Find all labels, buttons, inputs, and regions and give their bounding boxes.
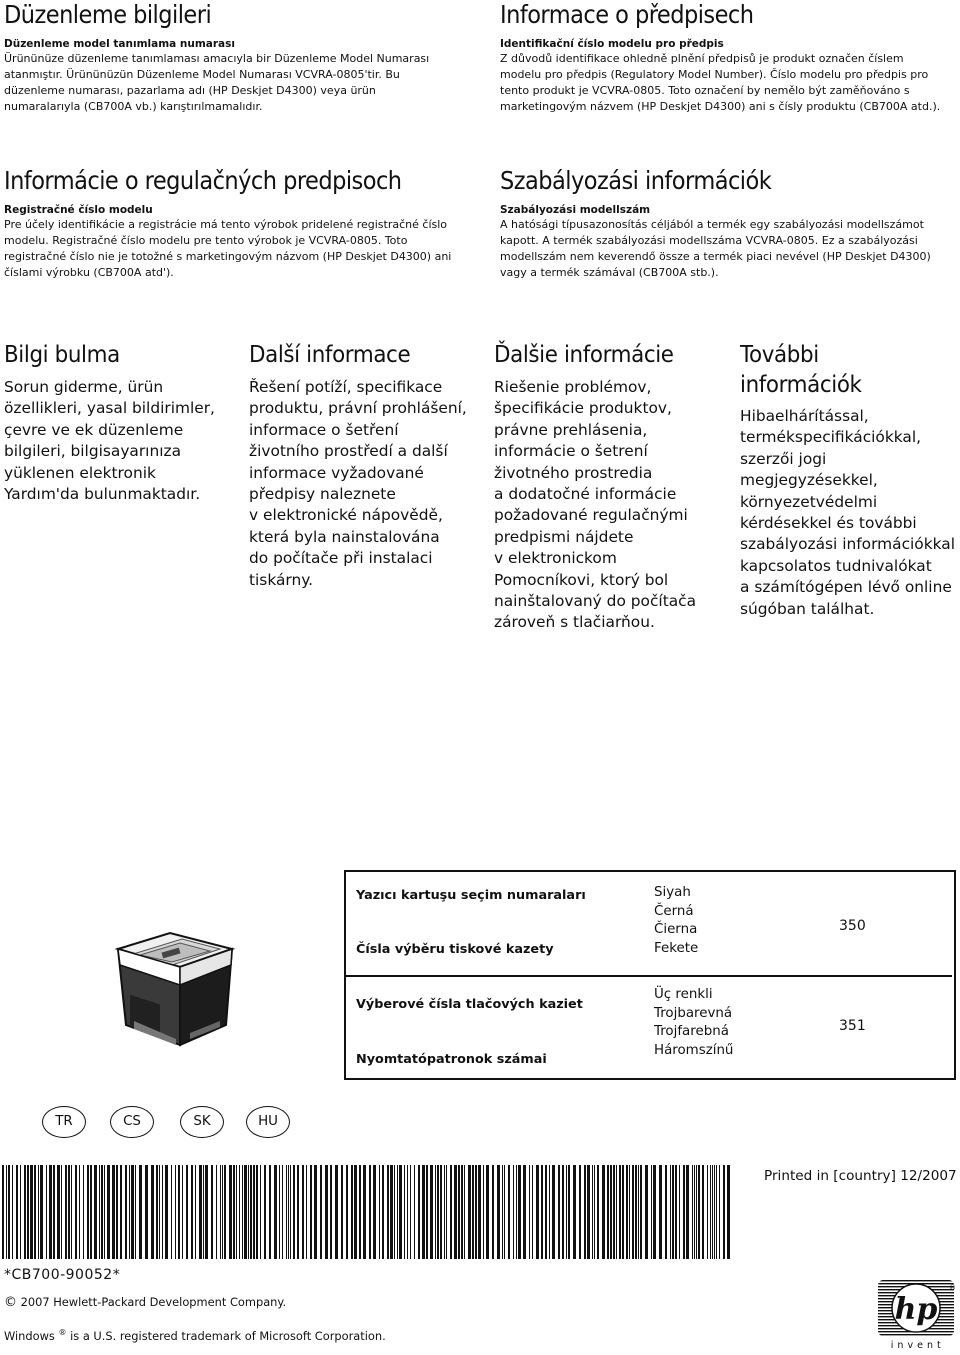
barcode-bar <box>635 1165 637 1259</box>
table-colors-cell: Siyah Černá Čierna Fekete <box>654 885 699 956</box>
table-label: Výberové čísla tlačových kaziet <box>356 997 583 1012</box>
barcode-bar <box>75 1165 77 1259</box>
barcode-bar <box>129 1165 130 1259</box>
barcode-bar <box>38 1165 39 1259</box>
barcode-bar <box>536 1165 539 1259</box>
barcode-bar <box>182 1165 183 1259</box>
barcode-bar <box>341 1165 343 1259</box>
barcode-bar <box>112 1165 115 1259</box>
registered-symbol: ® <box>58 1328 67 1337</box>
barcode-bar <box>622 1165 624 1259</box>
barcode-bar <box>464 1165 465 1259</box>
barcode-bar <box>566 1165 567 1259</box>
barcode-bar <box>707 1165 708 1259</box>
barcode-bar <box>698 1165 700 1259</box>
barcode-bar <box>220 1165 221 1259</box>
barcode-bar <box>369 1165 371 1259</box>
barcode-bar <box>178 1165 180 1259</box>
barcode-bar <box>16 1165 18 1259</box>
barcode-bar <box>692 1165 693 1259</box>
barcode-bar <box>216 1165 217 1259</box>
barcode-bar <box>712 1165 713 1259</box>
barcode-bar <box>440 1165 442 1259</box>
section-title: Informace o předpisech <box>500 0 754 29</box>
barcode-bar <box>151 1165 154 1259</box>
barcode-bar <box>716 1165 717 1259</box>
barcode-bar <box>53 1165 55 1259</box>
barcode-bar <box>430 1165 433 1259</box>
info-column-title: Další informace <box>249 342 411 368</box>
barcode-bar <box>306 1165 307 1259</box>
barcode-bar <box>541 1165 543 1259</box>
barcode-bar <box>120 1165 122 1259</box>
barcode-bar <box>529 1165 530 1259</box>
barcode-bar <box>242 1165 243 1259</box>
info-column-title: Ďalšie informácie <box>494 342 674 368</box>
info-column-cs <box>249 340 485 591</box>
section-tr <box>4 0 460 115</box>
barcode-bar <box>40 1165 43 1259</box>
barcode-bar <box>222 1165 223 1259</box>
barcode-bar <box>672 1165 674 1259</box>
barcode-bar <box>532 1165 533 1259</box>
barcode-bar <box>659 1165 662 1259</box>
barcode-bar <box>310 1165 312 1259</box>
barcode-bar <box>450 1165 452 1259</box>
barcode-bar <box>139 1165 142 1259</box>
barcode-bar <box>156 1165 158 1259</box>
barcode-bar <box>610 1165 612 1259</box>
section-body: Ürününüze düzenleme tanımlaması amacıyla bir Düzenleme Model Numarası atanmıştır. Ürününüzün Düzenleme Model Numarası VCVRA-0805'tir. Bu düzenleme numarası, pazarlama adı (HP Deskjet D4300) veya ürün numaralarıyla (CB700A vb.) karıştırılmamalıdır. <box>4 52 430 113</box>
barcode-bar <box>602 1165 605 1259</box>
barcode-bar <box>523 1165 526 1259</box>
barcode-bar <box>116 1165 118 1259</box>
barcode-bar <box>694 1165 695 1259</box>
barcode-bar <box>727 1165 730 1259</box>
barcode-bar <box>99 1165 100 1259</box>
cartridge-number: 350 <box>839 918 866 934</box>
section-body: Pre účely identifikácie a registrácie má tento výrobok pridelené registračné číslo modelu. Registračné číslo modelu pre tento výrobok je VCVRA-0805. Toto registračné číslo nie je totožné s marketingovým názvom (HP Deskjet D4300) ani číslami výrobku (CB700A atd'). <box>4 218 452 279</box>
barcode-bar <box>478 1165 481 1259</box>
barcode-bar <box>638 1165 639 1259</box>
barcode-bar <box>165 1165 168 1259</box>
barcode-bar <box>71 1165 72 1259</box>
section-title: Düzenleme bilgileri <box>4 0 212 29</box>
barcode-bar <box>191 1165 193 1259</box>
barcode-bar <box>513 1165 514 1259</box>
barcode-bar <box>670 1165 671 1259</box>
barcode-bar <box>211 1165 213 1259</box>
table-label: Yazıcı kartuşu seçim numaraları <box>356 888 586 903</box>
barcode-bar <box>486 1165 489 1259</box>
barcode-bar <box>414 1165 415 1259</box>
barcode-bar <box>279 1165 280 1259</box>
barcode-bar <box>135 1165 136 1259</box>
barcode-bar <box>592 1165 593 1259</box>
barcode-bar <box>579 1165 581 1259</box>
barcode-text: *CB700-90052* <box>4 1267 121 1283</box>
info-column-title: Bilgi bulma <box>4 342 120 368</box>
info-column-body: Hibaelhárítással, termékspecifikációkkal, szerzői jogi megjegyzésekkel, környezetvédelmi kérdésekkel és további szabályozási információkkal kapcsolatos tudnivalókat a számítógépen lévő online súgóban találhat. <box>740 407 955 618</box>
barcode-bar <box>686 1165 689 1259</box>
barcode-bar <box>387 1165 389 1259</box>
barcode-bar <box>302 1165 304 1259</box>
barcode-bar <box>587 1165 590 1259</box>
barcode-bar <box>632 1165 634 1259</box>
barcode-bar <box>125 1165 127 1259</box>
barcode-bar <box>619 1165 621 1259</box>
barcode-bar <box>27 1165 29 1259</box>
barcode-bar <box>645 1165 648 1259</box>
barcode-bar <box>483 1165 484 1259</box>
barcode-bar <box>404 1165 405 1259</box>
barcode-bar <box>683 1165 685 1259</box>
barcode-bar <box>702 1165 704 1259</box>
barcode-bar <box>446 1165 447 1259</box>
info-column-body: Riešenie problémov, špecifikácie produktov, právne prehlásenia, informácie o šetrení životného prostredia a dodatočné informácie požadované regulačnými predpismi nájdete v elektronickom Pomocníkovi, ktorý bol nainštalovaný do počítača zároveň s tlačiarňou. <box>494 378 697 632</box>
barcode-bar <box>253 1165 255 1259</box>
barcode-bar <box>145 1165 148 1259</box>
barcode-bar <box>34 1165 36 1259</box>
barcode-bar <box>297 1165 299 1259</box>
barcode-bar <box>87 1165 89 1259</box>
barcode-bar <box>171 1165 172 1259</box>
barcode-bar <box>330 1165 332 1259</box>
copyright-symbol: © <box>4 1295 17 1310</box>
barcode-bar <box>269 1165 271 1259</box>
barcode-bar <box>516 1165 517 1259</box>
barcode-bar <box>675 1165 677 1259</box>
barcode-bar <box>286 1165 287 1259</box>
barcode-bar <box>426 1165 428 1259</box>
barcode-bar <box>504 1165 505 1259</box>
barcode-bar <box>30 1165 33 1259</box>
barcode-bar <box>545 1165 547 1259</box>
barcode-bar <box>653 1165 656 1259</box>
barcode-bar <box>607 1165 609 1259</box>
barcode-bar <box>508 1165 510 1259</box>
printed-in: Printed in [country] 12/2007 <box>764 1168 957 1184</box>
barcode-bar <box>282 1165 283 1259</box>
barcode-bar <box>186 1165 188 1259</box>
barcode-bar <box>679 1165 680 1259</box>
table-label: Čísla výběru tiskové kazety <box>356 942 554 957</box>
barcode-bar <box>568 1165 570 1259</box>
barcode-bar <box>558 1165 560 1259</box>
info-column-body: Řešení potíží, specifikace produktu, právní prohlášení, informace o šetření životního prostředí a další informace vyžadované předpisy naleznete v elektronické nápovědě, která byla nainstalována do počítače při instalaci tiskárny. <box>249 378 467 589</box>
section-subtitle: Identifikační číslo modelu pro předpis <box>500 38 724 50</box>
barcode-bar <box>363 1165 366 1259</box>
barcode-bar <box>437 1165 439 1259</box>
table-divider <box>346 975 952 977</box>
barcode-bar <box>12 1165 13 1259</box>
barcode-bar <box>250 1165 252 1259</box>
barcode-bar <box>79 1165 80 1259</box>
barcode-bar <box>199 1165 202 1259</box>
barcode-bar <box>626 1165 628 1259</box>
language-badge-cs: CS <box>110 1106 154 1138</box>
barcode-bar <box>696 1165 697 1259</box>
section-sk <box>4 166 460 281</box>
barcode-bar <box>613 1165 615 1259</box>
barcode-bar <box>710 1165 711 1259</box>
barcode-bar <box>573 1165 576 1259</box>
barcode-bar <box>379 1165 380 1259</box>
barcode-bar <box>584 1165 586 1259</box>
language-badge-hu: HU <box>246 1106 290 1138</box>
barcode-bar <box>239 1165 240 1259</box>
section-hu <box>500 166 952 281</box>
barcode-bar <box>351 1165 353 1259</box>
print-cartridge-image <box>100 893 250 1053</box>
barcode-bar <box>229 1165 232 1259</box>
barcode-bar <box>131 1165 134 1259</box>
section-body: A hatósági típusazonosítás céljából a termék egy szabályozási modellszámot kapott. A termék szabályozási modellszáma VCVRA-0805. Ez a szabályozási modellszám nem keverendő össze a termék piaci nevével (HP Deskjet D4300) vagy a termék számával (CB700A stb.). <box>500 218 931 279</box>
barcode-bar <box>107 1165 110 1259</box>
barcode-bar <box>244 1165 247 1259</box>
copyright-line <box>4 1295 286 1310</box>
barcode-bar <box>518 1165 521 1259</box>
barcode-bar <box>314 1165 317 1259</box>
barcode-bar <box>90 1165 92 1259</box>
barcode-bar <box>159 1165 160 1259</box>
barcode-bar <box>422 1165 425 1259</box>
barcode-bar <box>549 1165 550 1259</box>
info-column-tr <box>4 340 236 505</box>
hp-tagline: i n v e n t <box>890 1340 942 1351</box>
barcode-bar <box>714 1165 715 1259</box>
trademark-windows: Windows <box>4 1328 55 1343</box>
section-body: Z důvodů identifikace ohledně plnění předpisů je produkt označen číslem modelu pro předpis (Regulatory Model Number). Číslo modelu pro předpis pro tento produkt je VCVRA-0805. Toto označení by nemělo být zaměňováno s marketingovým názvem (HP Deskjet D4300) ani s čísly produktu (CB700A atd.). <box>500 52 941 113</box>
section-subtitle: Düzenleme model tanımlama numarası <box>4 38 235 50</box>
barcode-bar <box>162 1165 163 1259</box>
barcode-bar <box>492 1165 494 1259</box>
barcode-bar <box>346 1165 348 1259</box>
barcode-bar <box>461 1165 463 1259</box>
barcode-bar <box>407 1165 408 1259</box>
barcode-bar <box>94 1165 97 1259</box>
barcode-bar <box>248 1165 249 1259</box>
section-cs <box>500 0 952 115</box>
barcode-bar <box>24 1165 26 1259</box>
barcode-bar <box>390 1165 393 1259</box>
hp-logo-text: hp <box>894 1292 938 1327</box>
barcode-bar <box>175 1165 176 1259</box>
barcode-bar <box>290 1165 291 1259</box>
barcode-bar <box>594 1165 595 1259</box>
table-colors-cell: Üç renkli Trojbarevná Trojfarebná Háromszínű <box>654 987 734 1058</box>
barcode-bar <box>552 1165 555 1259</box>
barcode-bar <box>233 1165 235 1259</box>
barcode-bar <box>719 1165 720 1259</box>
barcode-bar <box>2 1165 4 1259</box>
barcode-bar <box>8 1165 10 1259</box>
barcode-bar <box>6 1165 7 1259</box>
barcode-bar <box>723 1165 725 1259</box>
trademark-text: is a U.S. registered trademark of Microsoft Corporation. <box>70 1328 386 1343</box>
barcode-bar <box>335 1165 338 1259</box>
barcode-bar <box>264 1165 266 1259</box>
barcode-bar <box>665 1165 667 1259</box>
barcode-bar <box>68 1165 70 1259</box>
barcode-bar <box>562 1165 564 1259</box>
cartridge-number: 351 <box>839 1018 866 1034</box>
barcode-bar <box>359 1165 361 1259</box>
barcode-bar <box>61 1165 62 1259</box>
barcode-bar <box>475 1165 477 1259</box>
barcode-bar <box>195 1165 196 1259</box>
barcode-bar <box>629 1165 630 1259</box>
barcode-bar <box>46 1165 47 1259</box>
barcode-bar <box>203 1165 204 1259</box>
barcode-bar <box>394 1165 395 1259</box>
logo-registered-mark: ® <box>949 1284 956 1292</box>
barcode-bar <box>354 1165 357 1259</box>
barcode-bar <box>410 1165 411 1259</box>
trademark-line <box>4 1326 386 1343</box>
barcode-bar <box>397 1165 398 1259</box>
barcode-bar <box>597 1165 599 1259</box>
barcode-bar <box>320 1165 322 1259</box>
barcode-bar <box>83 1165 84 1259</box>
barcode-bar <box>293 1165 295 1259</box>
barcode-bar <box>458 1165 460 1259</box>
section-subtitle: Szabályozási modellszám <box>500 204 651 216</box>
barcode-bar <box>651 1165 652 1259</box>
barcode-bar <box>20 1165 21 1259</box>
barcode-bar <box>104 1165 105 1259</box>
barcode-bar <box>65 1165 67 1259</box>
barcode-bar <box>224 1165 226 1259</box>
barcode-bar <box>373 1165 376 1259</box>
barcode-bar <box>468 1165 471 1259</box>
info-column-body: Sorun giderme, ürün özellikleri, yasal bildirimler, çevre ve ek düzenleme bilgileri, bilgisayarınıza yüklenen elektronik Yardım'da bulunmaktadır. <box>4 378 215 504</box>
barcode-bar <box>101 1165 103 1259</box>
barcode-bar <box>256 1165 258 1259</box>
barcode-bar <box>497 1165 500 1259</box>
barcode-bar <box>260 1165 261 1259</box>
barcode-bar <box>444 1165 445 1259</box>
barcode-bar <box>454 1165 457 1259</box>
section-title: Szabályozási információk <box>500 166 772 195</box>
barcode-bar <box>274 1165 277 1259</box>
barcode-bar <box>57 1165 60 1259</box>
barcode-bar <box>288 1165 289 1259</box>
barcode-bar <box>640 1165 642 1259</box>
barcode-bar <box>205 1165 208 1259</box>
barcode-bar <box>382 1165 384 1259</box>
barcode-bar <box>399 1165 402 1259</box>
info-column-sk <box>494 340 730 634</box>
barcode-bar <box>472 1165 474 1259</box>
barcode-bar <box>435 1165 436 1259</box>
language-badge-sk: SK <box>180 1106 224 1138</box>
barcode-bar <box>616 1165 617 1259</box>
barcode-bar <box>325 1165 328 1259</box>
barcode-bar <box>236 1165 237 1259</box>
barcode-bar <box>502 1165 503 1259</box>
table-label: Nyomtatópatronok számai <box>356 1052 547 1067</box>
hp-logo <box>878 1280 954 1352</box>
barcode-bar <box>49 1165 52 1259</box>
copyright-text: 2007 Hewlett-Packard Development Company. <box>20 1295 287 1309</box>
section-title: Informácie o regulačných predpisoch <box>4 166 402 195</box>
info-column-hu <box>740 340 958 620</box>
info-column-title: További információk <box>740 342 862 398</box>
language-badge-tr: TR <box>42 1106 86 1138</box>
barcode-bar <box>418 1165 420 1259</box>
barcode <box>0 1165 736 1259</box>
section-subtitle: Registračné číslo modelu <box>4 204 153 216</box>
